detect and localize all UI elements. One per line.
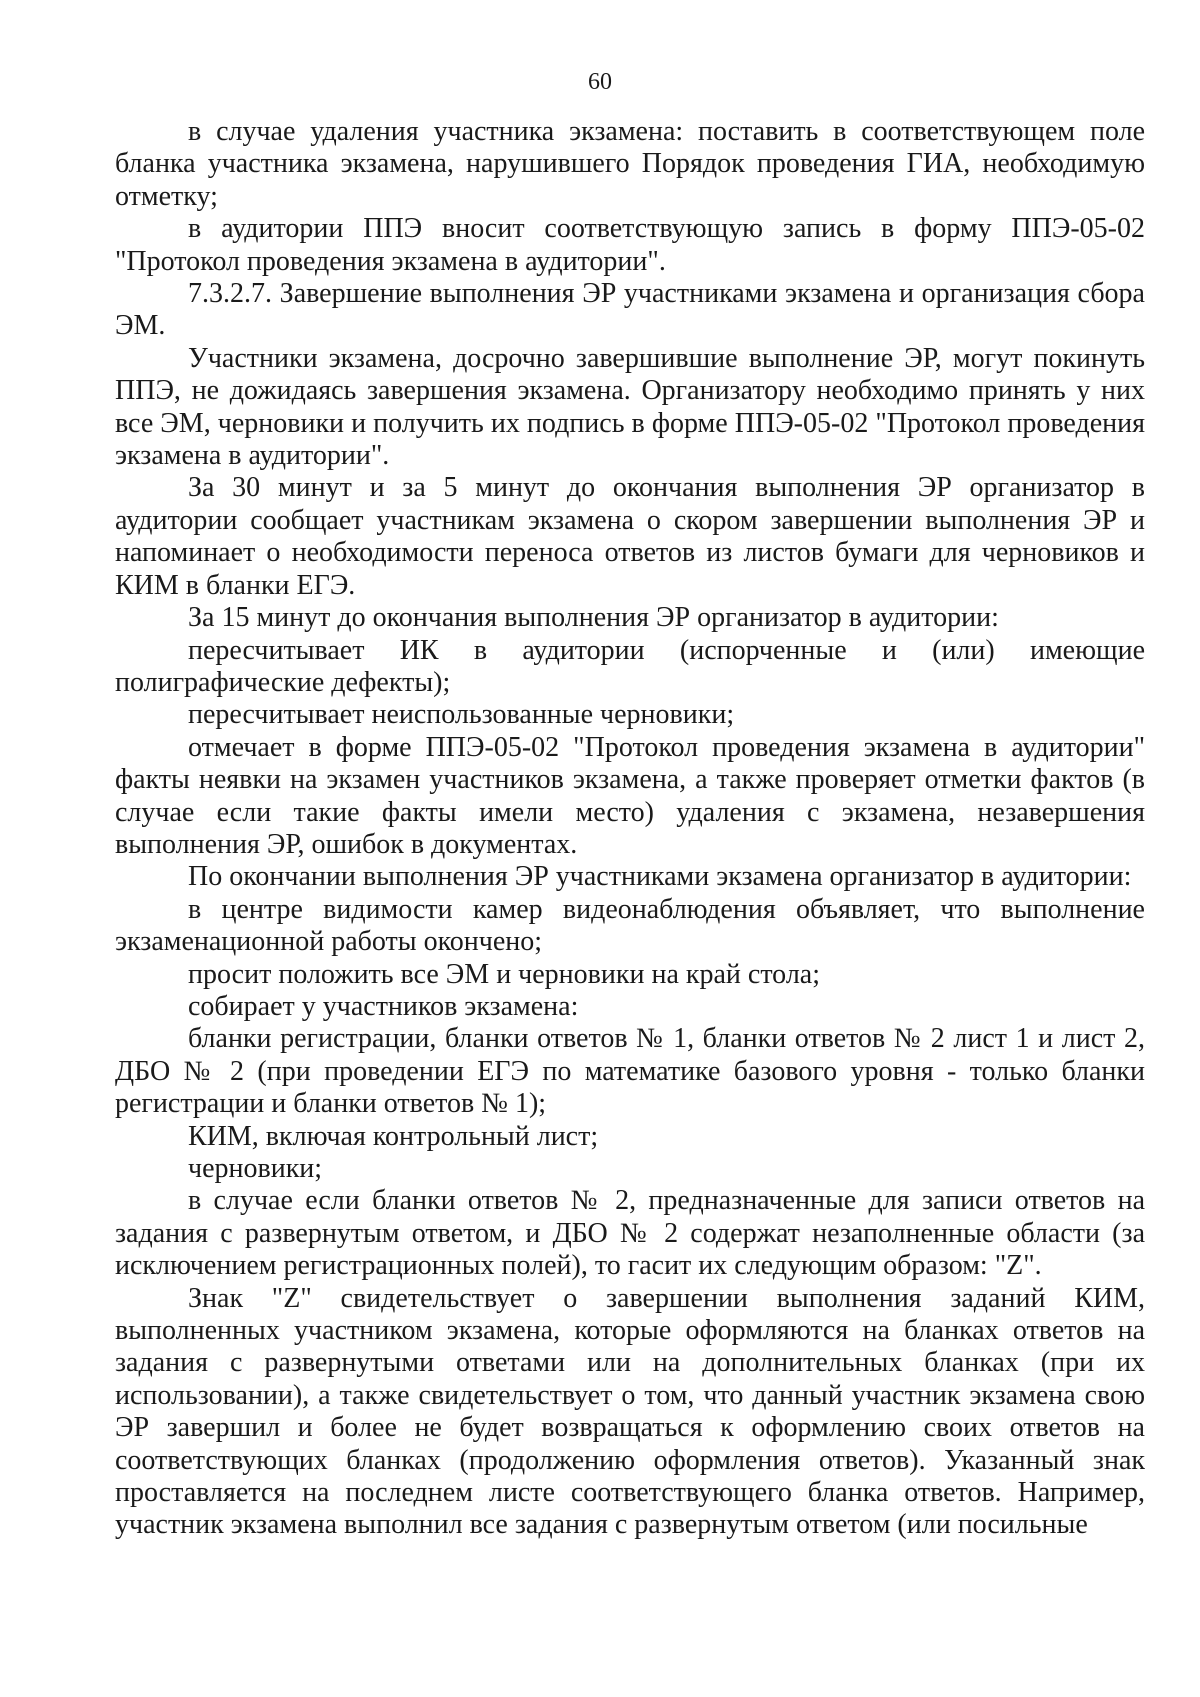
section-heading: 7.3.2.7. Завершение выполнения ЭР участниками экзамена и организация сбора ЭМ. xyxy=(115,278,1145,342)
paragraph: в случае удаления участника экзамена: поставить в соответствующем поле бланка участника экзамена, нарушившего Порядок проведения ГИА, необходимую отметку; xyxy=(115,116,1145,212)
list-item: в случае если бланки ответов № 2, предназначенные для записи ответов на задания с развернутым ответом, и ДБО № 2 содержат незаполненные области (за исключением регистрационных полей), то гасит их следующим образом: "Z". xyxy=(115,1185,1145,1282)
list-item: пересчитывает неиспользованные черновики; xyxy=(188,699,735,731)
list-item: черновики; xyxy=(188,1153,323,1184)
list-item: в центре видимости камер видеонаблюдения объявляет, что выполнение экзаменационной работы окончено; xyxy=(115,893,1145,958)
list-item: собирает у участников экзамена: xyxy=(188,990,579,1022)
paragraph: За 15 минут до окончания выполнения ЭР организатор в аудитории: xyxy=(188,602,999,634)
paragraph: Знак "Z" свидетельствует о завершении выполнения заданий КИМ, выполненных участником экзамена, которые оформляются на бланках ответов на задания с развернутыми ответами или на дополнительных бланках (при их использовании), а также свидетельствует о том, что данный участник экзамена свою ЭР завершил и более не будет возвращаться к оформлению своих ответов на соответствующих бланках (продолжению оформления ответов). Указанный знак проставляется на последнем листе соответствующего бланка ответов. Например, участник экзамена выполнил все задания с развернутым ответом (или посильные xyxy=(115,1282,1145,1541)
list-item: просит положить все ЭМ и черновики на край стола; xyxy=(188,958,820,990)
list-item: бланки регистрации, бланки ответов № 1, бланки ответов № 2 лист 1 и лист 2, ДБО № 2 (при проведении ЕГЭ по математике базового уровня - только бланки регистрации и бланки ответов № 1); xyxy=(115,1023,1145,1120)
list-item: пересчитывает ИК в аудитории (испорченные и (или) имеющие полиграфические дефекты); xyxy=(115,634,1145,698)
list-item: КИМ, включая контрольный лист; xyxy=(188,1120,599,1152)
paragraph: По окончании выполнения ЭР участниками экзамена организатор в аудитории: xyxy=(188,861,1132,893)
document-body xyxy=(115,116,1145,1542)
paragraph: За 30 минут и за 5 минут до окончания выполнения ЭР организатор в аудитории сообщает участникам экзамена о скором завершении выполнения ЭР и напоминает о необходимости переноса ответов из листов бумаги для черновиков и КИМ в бланки ЕГЭ. xyxy=(115,472,1145,601)
paragraph: в аудитории ППЭ вносит соответствующую запись в форму ППЭ-05-02 "Протокол проведения экзамена в аудитории". xyxy=(115,213,1145,277)
list-item: отмечает в форме ППЭ-05-02 "Протокол проведения экзамена в аудитории" факты неявки на экзамен участников экзамена, а также проверяет отметки фактов (в случае если такие факты имели место) удаления с экзамена, незавершения выполнения ЭР, ошибок в документах. xyxy=(115,731,1145,860)
paragraph: Участники экзамена, досрочно завершившие выполнение ЭР, могут покинуть ППЭ, не дожидаясь завершения экзамена. Организатору необходимо принять у них все ЭМ, черновики и получить их подпись в форме ППЭ-05-02 "Протокол проведения экзамена в аудитории". xyxy=(115,342,1145,472)
page-number: 60 xyxy=(588,69,612,95)
